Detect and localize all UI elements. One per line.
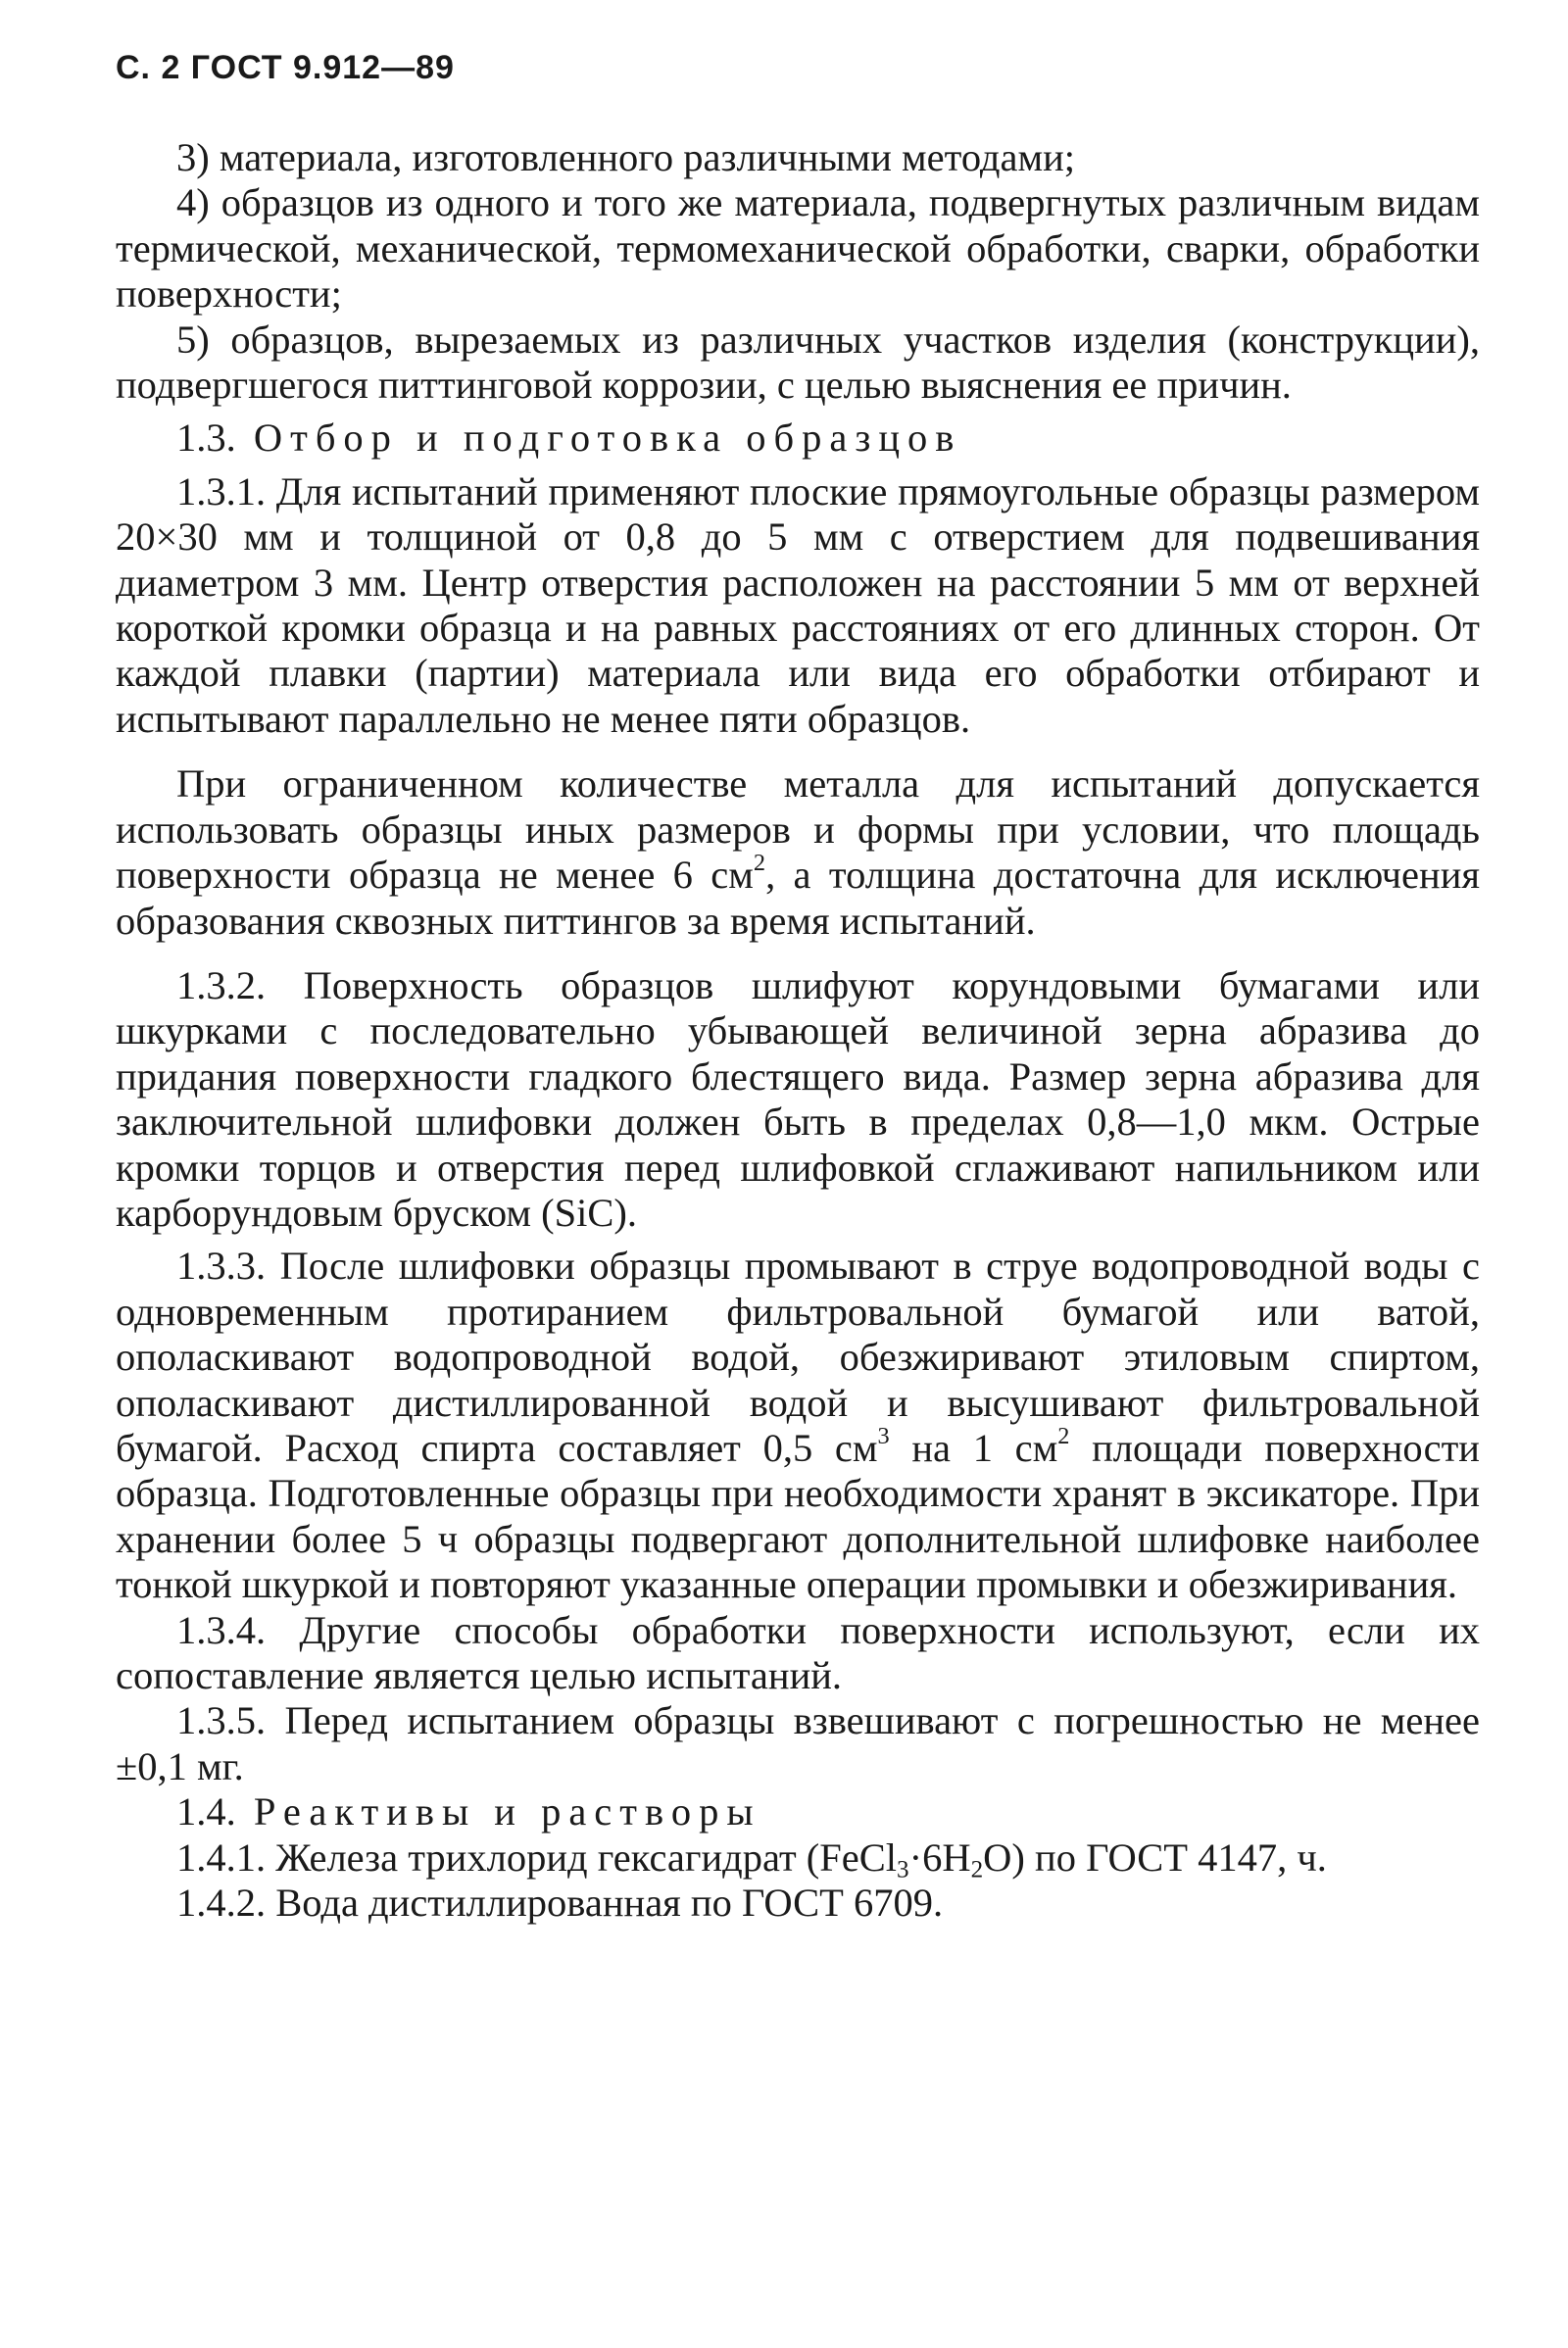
paragraph-limited-metal [116,761,1480,944]
superscript: 2 [1057,1422,1070,1449]
section-title: Отбор и подготовка образцов [253,416,962,461]
paragraph-1-4-2: 1.4.2. Вода дистиллированная по ГОСТ 6709. [176,1881,944,1926]
paragraph-1-4-1 [116,1835,1480,1881]
text-run: площади поверхности образца. Подготовленные образцы при необходимости хранят в эксикаторе. При хранении более 5 ч образцы подвергают дополнительной шлифовке наиболее тонкой шкуркой и повторяют указанные операции промывки и обезжиривания. [116,1425,1480,1607]
section-title: Реактивы и растворы [253,1789,761,1834]
text-run: , а толщина достаточна для исключения образования сквозных питтингов за время испытаний. [116,853,1480,943]
section-heading-1-4 [116,1789,1480,1834]
paragraph-1-3-2: 1.3.2. Поверхность образцов шлифуют корундовыми бумагами или шкурками с последовательно убывающей величиной зерна абразива до придания поверхности гладкого блестящего вида. Размер зерна абразива для заключительной шлифовки должен быть в пределах 0,8—1,0 мкм. Острые кромки торцов и отверстия перед шлифовкой сглаживают напильником или карборундовым бруском (SiC). [116,962,1480,1235]
section-number: 1.4. [176,1789,236,1834]
text-run: 1.3.3. После шлифовки образцы промывают в струе водопроводной воды с одновременным протиранием фильтровальной бумагой или ватой, ополаскивают водопроводной водой, обезжиривают этиловым спиртом, ополаскивают дистиллированной водой и высушивают фильтровальной бумагой. Расход спирта составляет 0,5 см [116,1244,1480,1470]
document-body [116,135,1480,1926]
text-run: O) по ГОСТ 4147, ч. [983,1834,1327,1880]
paragraph-1-3-5: 1.3.5. Перед испытанием образцы взвешивают с погрешностью не менее ±0,1 мг. [116,1698,1480,1788]
paragraph-1-3-1: 1.3.1. Для испытаний применяют плоские прямоугольные образцы размером 20×30 мм и толщиной от 0,8 до 5 мм с отверстием для подвешивания диаметром 3 мм. Центр отверстия расположен на расстоянии 5 мм от верхней короткой кромки образца и на равных расстояниях от его длинных сторон. От каждой плавки (партии) материала или вида его обработки отбирают и испытывают параллельно не менее пяти образцов. [116,468,1480,741]
text-run: ·6H [908,1834,971,1880]
superscript: 3 [877,1422,890,1449]
list-item-5: 5) образцов, вырезаемых из различных участков изделия (конструкции), подвергшегося питтинговой коррозии, с целью выяснения ее причин. [116,317,1480,408]
text-run: При ограниченном количестве металла для испытаний допускается использовать образцы иных размеров и формы при условии, что площадь поверхности образца не менее 6 см [116,761,1480,898]
section-number: 1.3. [176,416,236,461]
subscript: 2 [970,1855,984,1883]
list-item-4: 4) образцов из одного и того же материала, подвергнутых различным видам термической, механической, термомеханической обработки, сварки, обработки поверхности; [116,180,1480,317]
text-run: 1.4.1. Железа трихлорид гексагидрат (FeCl [176,1834,898,1880]
page-header: С. 2 ГОСТ 9.912—89 [116,49,455,86]
superscript: 2 [753,849,766,876]
paragraph-1-3-3 [116,1244,1480,1607]
text-run: на 1 см [889,1425,1058,1470]
paragraph-1-3-4: 1.3.4. Другие способы обработки поверхности используют, если их сопоставление является целью испытаний. [116,1607,1480,1697]
subscript: 3 [897,1855,909,1883]
section-heading-1-3 [116,416,1480,461]
list-item-3: 3) материала, изготовленного различными методами; [176,135,1076,179]
